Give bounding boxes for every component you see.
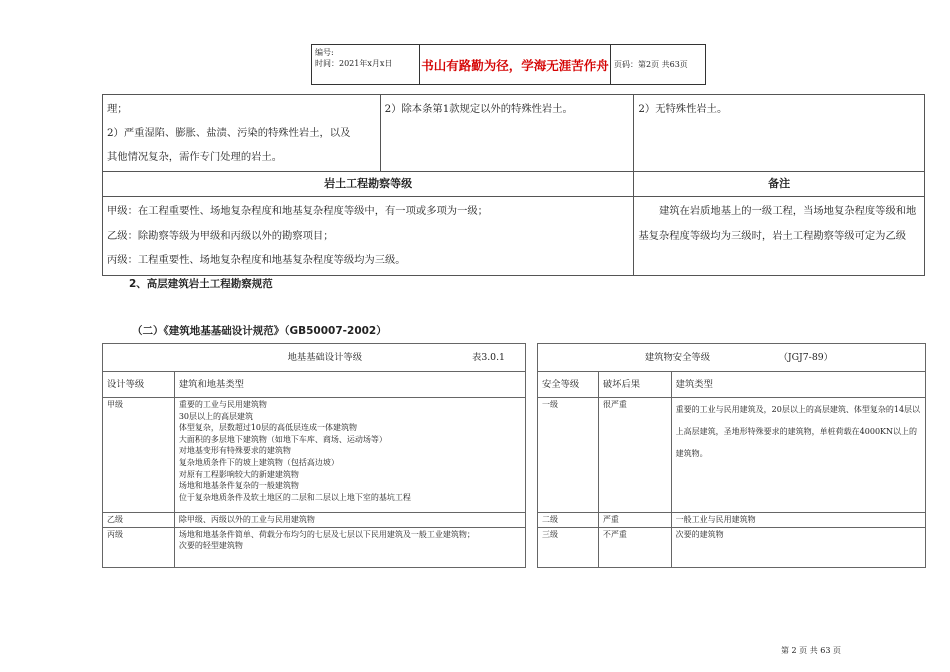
caption-ref: 表3.0.1 [472, 351, 505, 363]
type-cell: 次要的建筑物 [671, 527, 925, 567]
type-line: 次要的轻型建筑物 [178, 541, 243, 551]
header-page-info: 页码：第2页 共63页 [614, 60, 688, 69]
col-header: 建筑和地基类型 [174, 372, 525, 398]
col-header: 破坏后果 [598, 372, 671, 398]
foundation-design-table [102, 343, 526, 568]
col-header: 安全等级 [538, 372, 599, 398]
remark-text: 建筑在岩质地基上的一级工程，当场地复杂程度等级和地基复杂程度等级均为三级时，岩土工程勘察等级可定为乙级 [634, 197, 925, 276]
table-row [538, 513, 926, 528]
grade-item: 丙级：工程重要性、场地复杂程度和地基复杂程度等级均为三级。 [107, 254, 406, 266]
type-line: 大面积的多层地下建筑物（如地下车库、商场、运动场等） [178, 434, 387, 444]
caption-ref: （JGJ7-89） [778, 351, 833, 363]
number-label: 编号: [315, 48, 334, 57]
table-row [103, 527, 526, 567]
survey-grade-table [102, 94, 925, 276]
table-row [103, 197, 925, 276]
consequence-cell: 严重 [598, 513, 671, 528]
type-line: 场地和地基条件复杂的一般建筑物 [178, 481, 299, 491]
grade-item: 乙级：除勘察等级为甲级和丙级以外的勘察项目； [107, 229, 334, 242]
table-caption [103, 344, 526, 372]
grade-item: 甲级：在工程重要性、场地复杂程度和地基复杂程度等级中，有一项或多项为一级； [107, 205, 488, 217]
grade-header: 岩土工程勘察等级 [103, 172, 634, 197]
table-row [103, 95, 925, 172]
table-cell: 2）无特殊性岩土。 [634, 95, 925, 172]
section-title: 2、高层建筑岩土工程勘察规范 [129, 278, 273, 290]
type-cell [174, 527, 525, 567]
col-header: 设计等级 [103, 372, 175, 398]
grade-list [103, 197, 634, 276]
cell-line: 2）严重湿陷、膨胀、盐渍、污染的特殊性岩土，以及 [107, 127, 351, 139]
header-meta [312, 45, 420, 84]
type-line: 体型复杂，层数超过10层的高低层连成一体建筑物 [178, 423, 358, 433]
table-header-row [103, 372, 526, 398]
type-line: 复杂地质条件下的坡上建筑物（包括高边坡） [178, 457, 339, 467]
header-motto: 书山有路勤为径，学海无涯苦作舟 [420, 45, 611, 84]
type-line: 场地和地基条件简单、荷载分布均匀的七层及七层以下民用建筑及一般工业建筑物； [178, 529, 475, 539]
table-cell: 2）除本条第1款规定以外的特殊性岩土。 [380, 95, 634, 172]
table-row [538, 398, 926, 513]
type-cell [174, 398, 525, 513]
table-row [103, 398, 526, 513]
type-line: 30层以上的高层建筑 [178, 411, 254, 421]
caption-title: 建筑物安全等级 [644, 351, 710, 363]
level-cell: 二级 [538, 513, 599, 528]
type-line: 对原有工程影响较大的新建建筑物 [178, 469, 299, 479]
table-row [103, 513, 526, 528]
table-caption-row [103, 344, 526, 372]
table-row [538, 527, 926, 567]
type-line: 位于复杂地质条件及软土地区的二层和二层以上地下室的基坑工程 [178, 492, 411, 502]
consequence-cell: 不严重 [598, 527, 671, 567]
col-header: 建筑类型 [671, 372, 925, 398]
table-caption-row [538, 344, 926, 372]
table-header-row [538, 372, 926, 398]
type-line: 重要的工业与民用建筑物 [178, 400, 267, 409]
type-line: 对地基变形有特殊要求的建筑物 [178, 446, 291, 456]
consequence-cell: 很严重 [598, 398, 671, 513]
type-cell: 除甲级、丙级以外的工业与民用建筑物 [174, 513, 525, 528]
time-label: 时间：2021年x月x日 [315, 59, 393, 68]
level-cell: 一级 [538, 398, 599, 513]
type-cell: 一般工业与民用建筑物 [671, 513, 925, 528]
remark-header: 备注 [634, 172, 925, 197]
grade-cell: 甲级 [103, 398, 175, 513]
table-caption [538, 344, 926, 372]
table-header-row [103, 172, 925, 197]
table-cell [103, 95, 381, 172]
page-header [311, 44, 706, 85]
type-cell: 重要的工业与民用建筑及，20层以上的高层建筑、体型复杂的14层以上高层建筑，圣地形特殊要求的建筑物，单桩荷载在4000KN以上的建筑物。 [671, 398, 925, 513]
section-title: （二）《建筑地基基础设计规范》（GB50007-2002） [132, 325, 387, 337]
grade-cell: 丙级 [103, 527, 175, 567]
caption-title: 地基基础设计等级 [287, 351, 362, 363]
safety-level-table [537, 343, 926, 568]
level-cell: 三级 [538, 527, 599, 567]
grade-cell: 乙级 [103, 513, 175, 528]
page-footer: 第 2 页 共 63 页 [781, 646, 841, 655]
cell-line: 理； [107, 103, 128, 115]
cell-line: 其他情况复杂，需作专门处理的岩土。 [107, 151, 283, 163]
